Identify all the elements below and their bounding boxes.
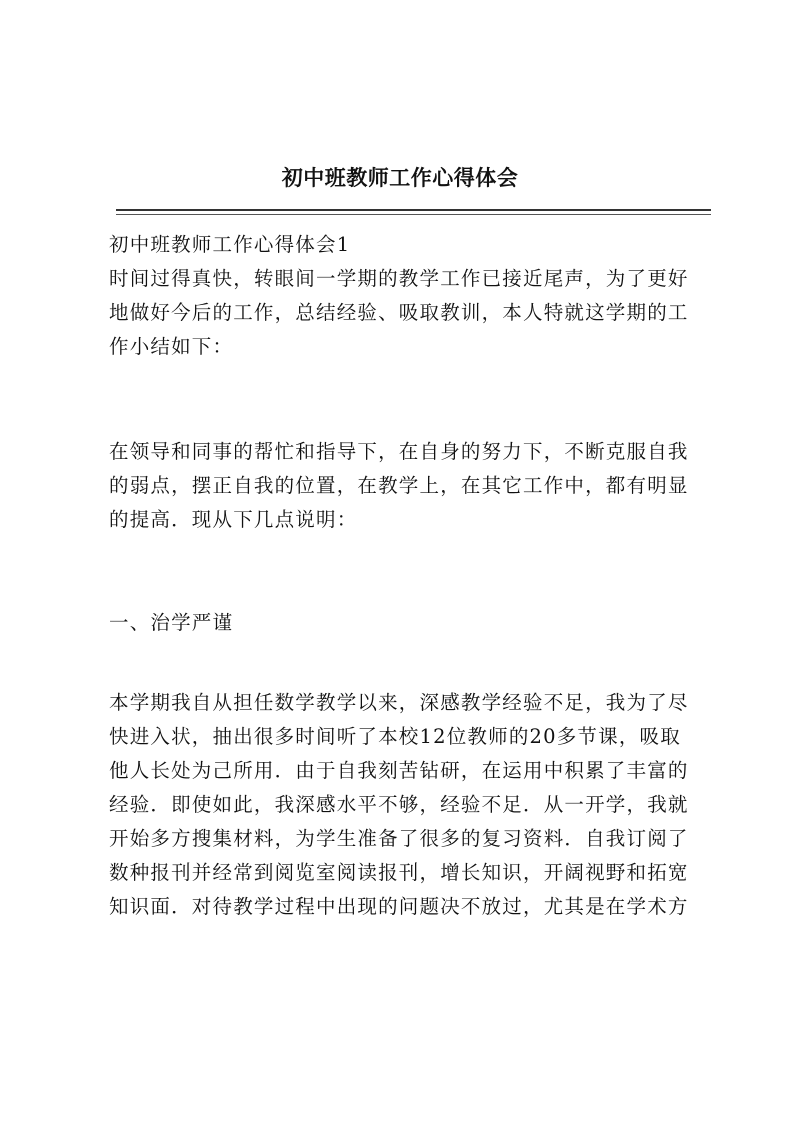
paragraph-line: 开始多方搜集材料，为学生准备了很多的复习资料．自我订阅了: [109, 827, 689, 850]
section-heading-text: 一、治学严谨: [109, 611, 234, 634]
paragraph-line: 本学期我自从担任数学教学以来，深感教学经验不足，我为了尽: [109, 691, 689, 714]
section-heading-2: [109, 606, 715, 640]
paragraph-line: 作小结如下：: [109, 335, 234, 358]
paragraph-line: 经验．即使如此，我深感水平不够，经验不足．从一开学，我就: [109, 793, 689, 816]
paragraph-line: 的提高．现从下几点说明：: [109, 508, 358, 531]
title-divider-thin: [116, 214, 711, 215]
paragraph-line: 知识面．对待教学过程中出现的问题决不放过，尤其是在学术方: [109, 895, 689, 918]
paragraph-line: 快进入状，抽出很多时间听了本校12位教师的20多节课，吸取: [109, 725, 681, 748]
paragraph-intro: [109, 262, 715, 364]
paragraph-line: 他人长处为己所用．由于自我刻苦钻研，在运用中积累了丰富的: [109, 759, 689, 782]
paragraph-overview: [109, 435, 715, 537]
paragraph-line: 地做好今后的工作，总结经验、吸取教训，本人特就这学期的工: [109, 301, 689, 324]
paragraph-line: 数种报刊并经常到阅览室阅读报刊，增长知识，开阔视野和拓宽: [109, 861, 689, 884]
document-title: 初中班教师工作心得体会: [281, 165, 519, 190]
paragraph-body: [109, 686, 715, 924]
paragraph-line: 的弱点，摆正自我的位置，在教学上，在其它工作中，都有明显: [109, 474, 689, 497]
paragraph-line: 时间过得真快，转眼间一学期的教学工作已接近尾声，为了更好: [109, 267, 689, 290]
title-divider-thick: [116, 209, 711, 211]
section-heading-1: [109, 228, 715, 262]
section-heading-text: 初中班教师工作心得体会1: [109, 233, 351, 256]
paragraph-line: 在领导和同事的帮忙和指导下，在自身的努力下，不断克服自我: [109, 440, 689, 463]
